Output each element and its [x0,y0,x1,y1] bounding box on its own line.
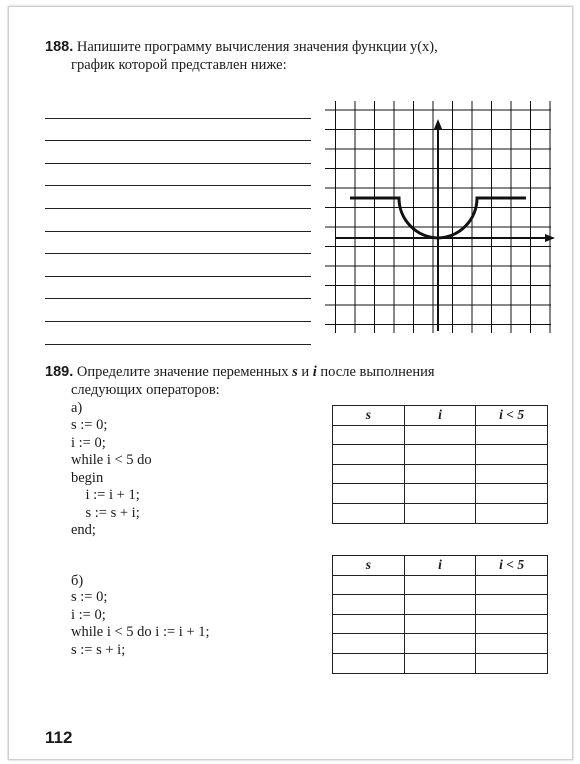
table-cell[interactable] [333,425,405,445]
table-cell[interactable] [404,503,476,523]
table-cell[interactable] [476,595,548,615]
table-row [333,634,548,654]
table-cell[interactable] [404,445,476,465]
table-cell[interactable] [333,653,405,673]
table-cell[interactable] [476,653,548,673]
textbook-page [8,6,573,760]
table-header-condition: i < 5 [476,406,548,426]
answer-line[interactable] [45,164,311,187]
part-a-code-line: i := i + 1; [71,487,140,503]
table-cell[interactable] [404,634,476,654]
part-a-code-line: s := s + i; [71,504,140,521]
answer-line[interactable] [45,277,311,300]
answer-line[interactable] [45,141,311,164]
part-a-code-line: i := 0; [71,434,106,451]
table-cell[interactable] [333,464,405,484]
table-cell[interactable] [333,503,405,523]
table-header-row [333,406,548,426]
part-a-code-line: s := 0; [71,417,108,433]
part-a-table [332,405,548,524]
page-number: 112 [45,728,73,747]
table-cell[interactable] [476,484,548,504]
y-axis-arrow [434,119,442,129]
table-cell[interactable] [476,634,548,654]
answer-line[interactable] [45,119,311,142]
table-cell[interactable] [476,614,548,634]
table-cell[interactable] [333,595,405,615]
answer-line[interactable] [45,186,311,209]
table-cell[interactable] [404,425,476,445]
table-row [333,484,548,504]
table-cell[interactable] [476,464,548,484]
table-cell[interactable] [333,634,405,654]
answer-line[interactable] [45,96,311,119]
table-header-i: i [404,556,476,576]
part-b-code-line: i := 0; [71,606,106,623]
table-header-i: i [404,406,476,426]
part-b-code-line: s := 0; [71,589,108,605]
part-a-code-line: begin [71,469,104,486]
task-188-text-1: Напишите программу вычисления значения функции y(x), [76,39,438,55]
table-row [333,425,548,445]
part-a-label: а) [71,400,83,416]
task-189-line-2: следующих операторов: [71,382,220,398]
table-header-s: s [333,556,405,576]
table-cell[interactable] [404,464,476,484]
table-row [333,653,548,673]
task-188-number: 188. [45,39,74,55]
table-row [333,575,548,595]
part-b-table [332,555,548,674]
table-cell[interactable] [333,575,405,595]
table-row [333,595,548,615]
answer-line[interactable] [45,254,311,277]
part-a-code [71,417,152,540]
table-header-s: s [333,406,405,426]
table-cell[interactable] [404,484,476,504]
answer-lines[interactable] [45,96,311,345]
task-188-line-2: график которой представлен ниже: [71,57,287,73]
table-cell[interactable] [333,445,405,465]
answer-line[interactable] [45,299,311,322]
table-header-condition: i < 5 [476,556,548,576]
function-graph [325,101,555,333]
task-189-line-1 [45,363,435,381]
table-cell[interactable] [404,653,476,673]
table-cell[interactable] [404,595,476,615]
part-a-code-line: while i < 5 do [71,452,152,468]
task-188-line-1 [45,38,438,56]
table-header-row [333,556,548,576]
table-row [333,503,548,523]
table-row [333,614,548,634]
table-cell[interactable] [404,575,476,595]
answer-line[interactable] [45,322,311,345]
part-b-code-line: s := s + i; [71,641,126,658]
part-a-code-line: end; [71,522,96,538]
table-cell[interactable] [333,484,405,504]
table-cell[interactable] [333,614,405,634]
table-row [333,445,548,465]
task-189-text-1: Определите значение переменных s и i после выполнения [76,364,435,380]
table-cell[interactable] [476,575,548,595]
part-b-code [71,589,210,659]
table-cell[interactable] [476,445,548,465]
table-cell[interactable] [404,614,476,634]
answer-line[interactable] [45,232,311,255]
answer-line[interactable] [45,209,311,232]
table-cell[interactable] [476,503,548,523]
part-b-label: б) [71,573,84,589]
task-189-number: 189. [45,364,74,380]
table-row [333,464,548,484]
part-b-code-line: while i < 5 do i := i + 1; [71,624,210,640]
table-cell[interactable] [476,425,548,445]
